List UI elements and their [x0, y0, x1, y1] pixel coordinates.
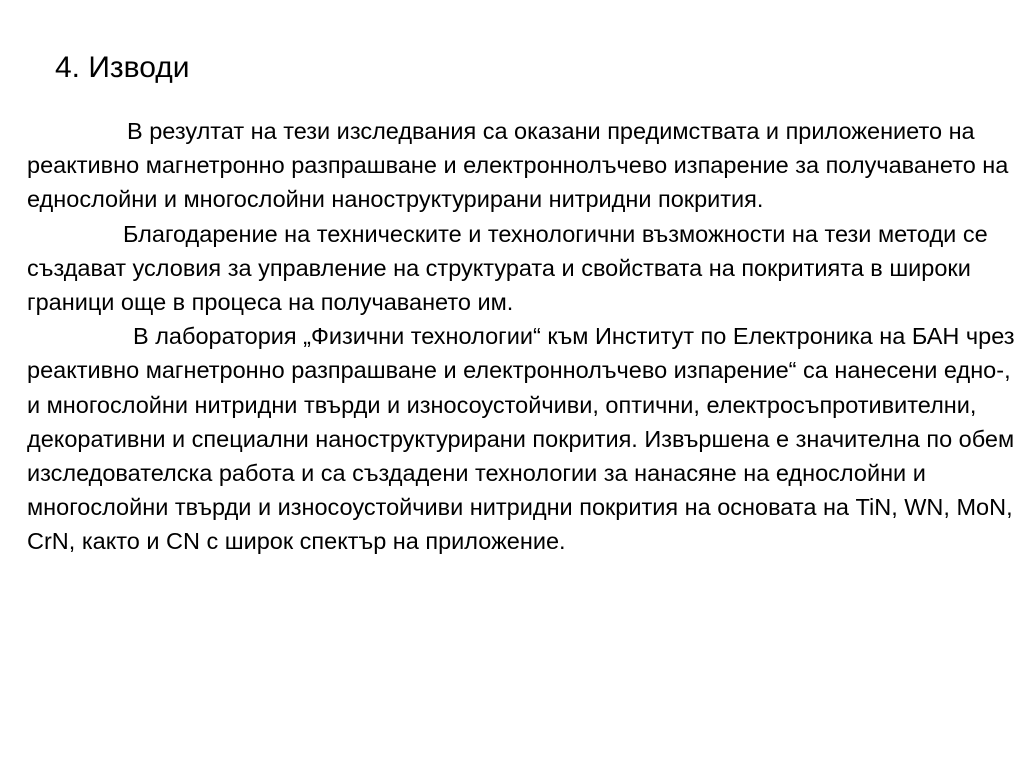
slide-body	[27, 114, 1019, 559]
paragraph-results: В резултат на тези изследвания са оказани предимствата и приложението на реактивно магнетронно разпрашване и електроннолъчево изпарение за получаването на еднослойни и многослойни наноструктурирани нитридни покрития.	[27, 118, 1009, 213]
paragraph-capabilities: Благодарение на техническите и технологични възможности на тези методи се създават условия за управление на структурата и свойствата на покритията в широки граници още в процеса на получаването им.	[27, 220, 988, 316]
paragraph-laboratory: В лаборатория „Физични технологии“ към Институт по Електроника на БАН чрез реактивно магнетронно разпрашване и електроннолъчево изпарение“ са нанесени едно-, и многослойни нитридни твърди и износоустойчиви, оптични, електросъпротивителни, декоративни и специални наноструктурирани покрития. Извършена е значителна по обем изследователска работа и са създадени технологии за нанасяне на еднослойни и многослойни твърди и износоустойчиви нитридни покрития на основата на TiN, WN, MoN, CrN, както и CN с широк спектър на приложение.	[27, 323, 1015, 555]
slide-title: 4. Изводи	[55, 51, 190, 84]
